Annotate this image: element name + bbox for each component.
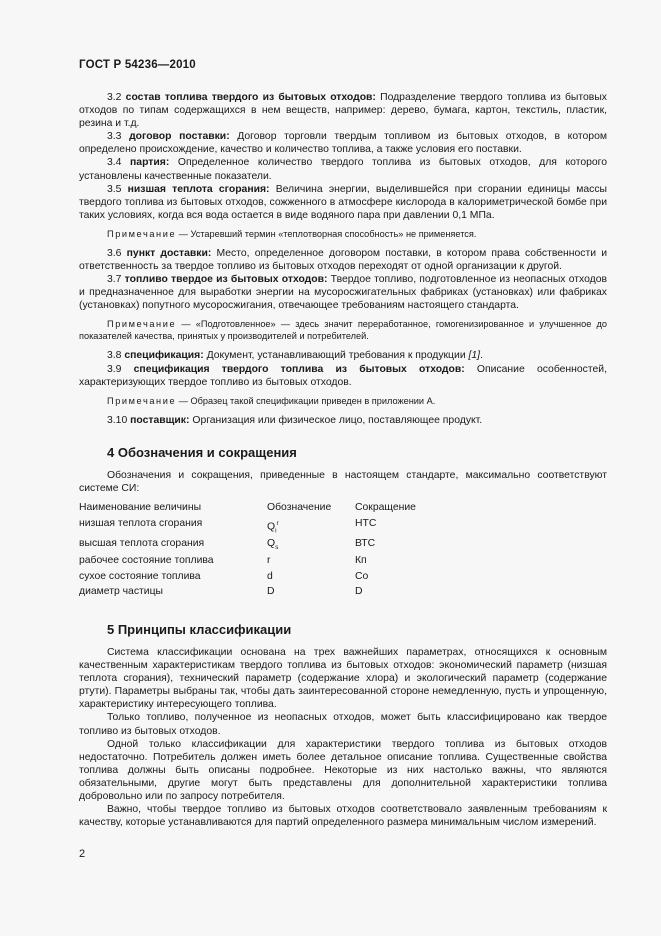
section-5-title: 5 Принципы классификации (107, 621, 292, 637)
column-header: Обозначение (267, 502, 332, 514)
section-5-paragraph: Только топливо, полученное из неопасных отходов, может быть классифицировано как твердое топливо из бытовых отходов. (79, 712, 607, 737)
reference-1: [1] (468, 350, 481, 362)
section-5-paragraph: Система классификации основана на трех важнейших параметрах, относящихся к основным качественным характеристикам твердого топлива из бытовых отходов: экономический параметр (низшая теплота сгорания), технический параметр (содержание хлора) и экологический параметр (содержание ртути). Параметры выбраны так, чтобы дать заинтересованной стороне немедленную, пусть и упрощенную, характеристику интересующего топлива. (79, 646, 607, 711)
section-4-title: 4 Обозначения и сокращения (107, 444, 297, 460)
column-header: Сокращение (355, 502, 416, 514)
note-1: Примечание — Устаревший термин «теплотворная способность» не применяется. (107, 228, 477, 239)
note-2: Примечание — «Подготовленное» — здесь значит переработанное, гомогенизированное и улучшенное до показателей качества, принятых у производителей и потребителей. (79, 319, 607, 342)
abbreviations-table (79, 501, 455, 601)
term-3-6: 3.6 пункт доставки: Место, определенное договором поставки, в котором права собственности и ответственность за твердое топливо из бытовых отходов переходят от одной организации к другой. (79, 247, 607, 273)
page-body (79, 91, 607, 829)
table-header-row (79, 501, 455, 517)
table-row: низшая теплота сгорания $Q_i^r$ НТС (79, 517, 377, 535)
term-3-2: 3.2 состав топлива твердого из бытовых отходов: Подразделение твердого топлива из бытовых отходов по типам содержащихся в нем веществ, например: дерево, бумага, картон, текстиль, пластик, резина и т.д. (79, 92, 607, 130)
section-4-intro: Обозначения и сокращения, приведенные в настоящем стандарте, максимально соответствуют системе СИ: (79, 469, 607, 494)
term-3-5: 3.5 низшая теплота сгорания: Величина энергии, выделившейся при сгорании единицы массы твердого топлива из бытовых отходов, сожженного в атмосфере кислорода в калориметрической бомбе при таких условиях, когда вся вода остается в виде водяного пара при давлении 0,1 МПа. (79, 183, 608, 221)
term-3-3: 3.3 договор поставки: Договор торговли твердым топливом из бытовых отходов, в котором определено происхождение, качество и количество топлива, а также условия его поставки. (79, 131, 607, 156)
column-header: Наименование величины (79, 502, 202, 514)
table-row: сухое состояние топлива d Со (79, 570, 369, 582)
document-header: ГОСТ Р 54236—2010 (79, 59, 196, 71)
page-number: 2 (79, 848, 86, 860)
term-3-9: 3.9 спецификация твердого топлива из бытовых отходов: Описание особенностей, характеризующих твердое топливо из бытовых отходов. (79, 363, 607, 388)
term-3-4: 3.4 партия: Определенное количество твердого топлива из бытовых отходов, для которого установлены качественные показатели. (79, 157, 608, 182)
section-5-paragraph: Важно, чтобы твердое топливо из бытовых отходов соответствовало заявленным требованиям к качеству, которые устанавливаются для партий определенного размера минимальным числом измерений. (79, 804, 607, 829)
table-row: рабочее состояние топлива r Кп (79, 555, 367, 567)
note-3: Примечание — Образец такой спецификации приведен в приложении А. (107, 395, 436, 406)
table-row: диаметр частицы D D (79, 586, 363, 598)
term-3-7: 3.7 топливо твердое из бытовых отходов: Твердое топливо, подготовленное из неопасных отходов и предназначенное для выработки энергии на мусоросжигательных фабриках (установках) или фабриках (установках) попутного мусоросжигания, отвечающее требованиям настоящего стандарта. (79, 274, 608, 312)
table-row: высшая теплота сгорания $Q_s$ ВТС (79, 538, 376, 552)
term-3-8: 3.8 спецификация: Документ, устанавливающий требования к продукции [1]. (107, 350, 483, 362)
section-5-paragraph: Одной только классификации для характеристики твердого топлива из бытовых отходов недостаточно. Потребитель должен иметь более детальное описание топлива. Существенные свойства топлива должны быть описаны подробнее. Некоторые из них настолько важны, что являются обязательными, другие могут быть представлены для дополнительной характеристики топлива добровольно или по запросу потребителя. (79, 738, 607, 802)
term-3-10: 3.10 поставщик: Организация или физическое лицо, поставляющее продукт. (107, 414, 483, 426)
